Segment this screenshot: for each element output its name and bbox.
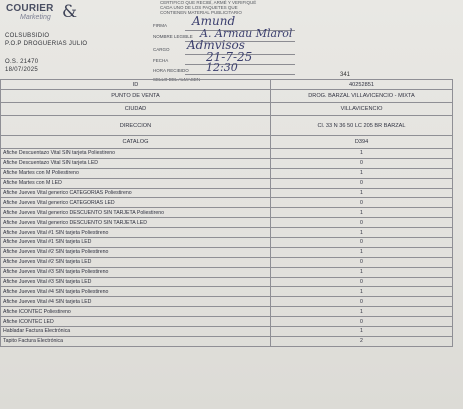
table-row <box>1 218 453 228</box>
certification-line: CADA UNO DE LOS PAQUETES QUE <box>160 5 238 11</box>
item-quantity: 1 <box>271 208 453 218</box>
item-name: Afiche Jueves Vital generico DESCUENTO SIN TARJETA Poliestireno <box>1 208 271 218</box>
item-quantity: 0 <box>271 238 453 248</box>
item-quantity: 1 <box>271 149 453 159</box>
point-of-sale-value: DROG. BARZAL VILLAVICENCIO - MIXTA <box>271 90 453 103</box>
item-name: Afiche Descuentazo Vital SIN tarjeta Poliestireno <box>1 149 271 159</box>
item-quantity: 1 <box>271 228 453 238</box>
item-name: Afiche Jueves Vital generico DESCUENTO SIN TARJETA LED <box>1 218 271 228</box>
item-name: Afiche Jueves Vital #2 SIN tarjeta LED <box>1 257 271 267</box>
legible-name-label: NOMBRE LEGIBLE <box>153 34 193 39</box>
signature-handwriting: Amund <box>192 14 236 28</box>
item-name: Afiche Martes con M LED <box>1 178 271 188</box>
company-logo <box>6 2 78 27</box>
table-row <box>1 257 453 267</box>
item-quantity: 0 <box>271 297 453 307</box>
item-name: Afiche Martes con M Poliestireno <box>1 168 271 178</box>
item-quantity: 1 <box>271 247 453 257</box>
catalog-label: CATALOG <box>1 136 271 149</box>
city-label: CIUDAD <box>1 103 271 116</box>
table-row <box>1 228 453 238</box>
order-number: O.S. 21470 <box>5 59 39 65</box>
certification-line: CONTIENEN MATERIAL PUBLICITARIO <box>160 10 242 16</box>
table-row <box>1 297 453 307</box>
id-label: ID <box>1 80 271 90</box>
catalog-row <box>1 136 453 149</box>
item-quantity: 0 <box>271 198 453 208</box>
table-row <box>1 336 453 346</box>
item-quantity: 1 <box>271 267 453 277</box>
logo-text: COURIER <box>6 3 54 14</box>
table-row <box>1 198 453 208</box>
time-received-line <box>185 74 295 75</box>
order-date: 18/07/2025 <box>5 67 39 73</box>
program-name: COLSUBSIDIO <box>5 33 50 39</box>
table-row <box>1 247 453 257</box>
item-quantity: 2 <box>271 336 453 346</box>
item-quantity: 1 <box>271 327 453 337</box>
address-row <box>1 116 453 136</box>
table-row <box>1 238 453 248</box>
item-name: Habladar Factura Electrónica <box>1 327 271 337</box>
item-quantity: 0 <box>271 277 453 287</box>
item-quantity: 0 <box>271 257 453 267</box>
catalog-value: D394 <box>271 136 453 149</box>
item-name: Afiche Jueves Vital #1 SIN tarjeta Poliestireno <box>1 228 271 238</box>
item-name: Afiche Jueves Vital generico CATEGORIAS Poliestireno <box>1 188 271 198</box>
date-handwriting: 21-7-25 <box>206 50 253 64</box>
delivery-table <box>0 79 453 347</box>
table-number: 341 <box>340 72 351 78</box>
time-received-handwriting: 12:30 <box>206 61 238 74</box>
table-row <box>1 188 453 198</box>
item-name: Afiche Jueves Vital #4 SIN tarjeta LED <box>1 297 271 307</box>
item-name: Afiche Jueves Vital #1 SIN tarjeta LED <box>1 238 271 248</box>
logo-subtext: Marketing <box>20 14 51 21</box>
item-quantity: 1 <box>271 287 453 297</box>
point-of-sale-row <box>1 90 453 103</box>
ampersand-logo-icon: & <box>62 2 78 22</box>
point-of-sale-label: PUNTO DE VENTA <box>1 90 271 103</box>
table-row <box>1 287 453 297</box>
table-row <box>1 317 453 327</box>
table-row <box>1 158 453 168</box>
item-quantity: 1 <box>271 188 453 198</box>
id-value: 40252851 <box>271 80 453 90</box>
item-name: Afiche Jueves Vital #2 SIN tarjeta Poliestireno <box>1 247 271 257</box>
table-row <box>1 208 453 218</box>
item-quantity: 1 <box>271 307 453 317</box>
table-row <box>1 178 453 188</box>
city-value: VILLAVICENCIO <box>271 103 453 116</box>
table-row <box>1 149 453 159</box>
item-name: Afiche Descuentazo Vital SIN tarjeta LED <box>1 158 271 168</box>
item-quantity: 0 <box>271 158 453 168</box>
item-name: Tapito Factura Electrónica <box>1 336 271 346</box>
item-name: Afiche Jueves Vital #3 SIN tarjeta LED <box>1 277 271 287</box>
date-label: FECHA <box>153 58 169 63</box>
address-label: DIRECCION <box>1 116 271 136</box>
item-quantity: 0 <box>271 317 453 327</box>
id-row <box>1 80 453 90</box>
item-name: Afiche ICONTEC Poliestireno <box>1 307 271 317</box>
table-row <box>1 327 453 337</box>
table-row <box>1 168 453 178</box>
item-quantity: 0 <box>271 178 453 188</box>
table-row <box>1 277 453 287</box>
item-name: Afiche Jueves Vital generico CATEGORIAS LED <box>1 198 271 208</box>
client-name: P.O.P DROGUERIAS JULIO <box>5 41 88 47</box>
certification-line: CERTIFICO QUE RECIBÍ, ARMÉ Y VERIFIQUÉ <box>160 0 257 5</box>
date-line <box>185 64 295 65</box>
cargo-label: CARGO <box>153 47 170 52</box>
city-row <box>1 103 453 116</box>
time-received-label: HORA RECIBIDO <box>153 68 189 73</box>
cargo-handwriting: Admvisos <box>187 38 245 52</box>
item-quantity: 1 <box>271 168 453 178</box>
item-name: Afiche Jueves Vital #4 SIN tarjeta Poliestireno <box>1 287 271 297</box>
table-row <box>1 267 453 277</box>
table-row <box>1 307 453 317</box>
signature-label: FIRMA <box>153 23 167 28</box>
item-quantity: 0 <box>271 218 453 228</box>
address-value: Cl. 33 N 36 50 LC 205 BR BARZAL <box>271 116 453 136</box>
store-stamp-label: SELLO DEL ALMACEN <box>153 77 201 82</box>
item-name: Afiche Jueves Vital #3 SIN tarjeta Poliestireno <box>1 267 271 277</box>
legible-name-handwriting: A. Armau Mlarol <box>200 27 293 40</box>
item-name: Afiche ICONTEC LED <box>1 317 271 327</box>
